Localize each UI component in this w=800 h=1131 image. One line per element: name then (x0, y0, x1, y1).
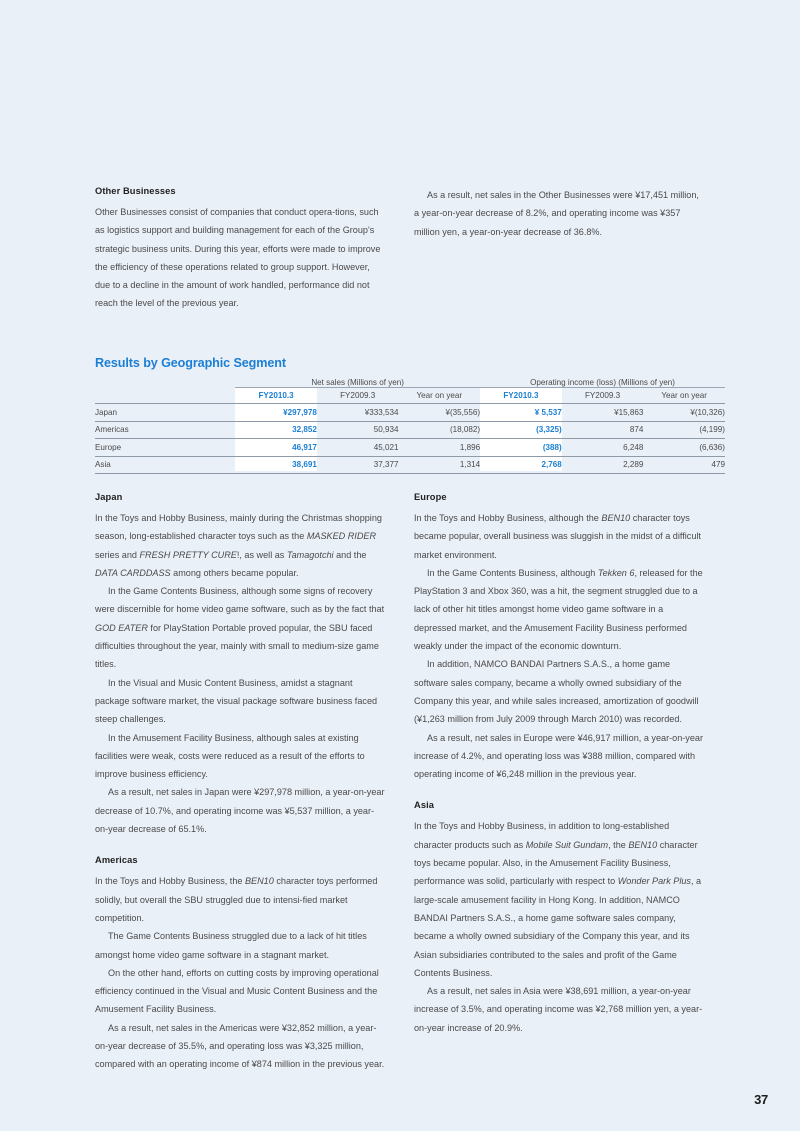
title-italic: BEN10 (628, 839, 658, 850)
paragraph: In the Game Contents Business, although Tekken 6, released for the PlayStation 3 and Xbox 360, was a hit, the segment struggled due to a lack of other hit titles amongst home video game software in a depressed market, and the Amusement Facility Business performed weakly under the impact of the economic downturn. (414, 567, 703, 652)
results-by-geographic-segment-title: Results by Geographic Segment (95, 356, 286, 370)
table-cell-opincome-fy2010: (388) (480, 439, 562, 457)
commentary-left-column (95, 492, 386, 1074)
asia-paragraphs (414, 817, 705, 1037)
paragraph: As a result, net sales in Japan were ¥297,978 million, a year-on-year decrease of 10.7%, and operating income was ¥5,537 million, a year-on-year decrease of 65.1%. (95, 787, 385, 835)
group-header-net-sales: Net sales (Millions of yen) (235, 374, 480, 388)
title-italic: MASKED RIDER (306, 531, 377, 542)
title-italic: BEN10 (601, 513, 631, 523)
table-cell-netsales-fy2010: 38,691 (235, 456, 317, 474)
table-cell-netsales-fy2010: ¥297,978 (235, 404, 317, 422)
table-cell-netsales-yoy: ¥(35,556) (398, 404, 480, 422)
table-cell-netsales-fy2009: 45,021 (317, 439, 399, 457)
asia-heading: Asia (414, 800, 435, 811)
americas-paragraphs (95, 872, 386, 1073)
paragraph: In the Visual and Music Content Business, amidst a stagnant package software market, the visual package software business faced steep challenges. (95, 677, 378, 725)
table-cell-opincome-fy2009: 6,248 (562, 439, 644, 457)
title-italic: FRESH PRETTY CURE (139, 549, 237, 560)
title-italic: Tekken 6 (597, 567, 635, 578)
table-cell-opincome-fy2010: ¥ 5,537 (480, 404, 562, 422)
table-cell-netsales-yoy: 1,314 (398, 456, 480, 474)
paragraph: On the other hand, efforts on cutting costs by improving operational efficiency continued in the Visual and Music Content Business and the Amusement Facility Business. (95, 967, 379, 1015)
commentary-right-column (414, 492, 705, 1074)
column-header-netsales-fy2010: FY2010.3 (258, 391, 294, 400)
title-italic: GOD EATER (95, 622, 148, 633)
table-cell-netsales-fy2010: 32,852 (235, 421, 317, 439)
europe-paragraphs (414, 509, 705, 783)
intro-right-column (414, 186, 705, 313)
paragraph: As a result, net sales in the Americas were ¥32,852 million, a year-on-year decrease of 35.5%, and operating loss was ¥3,325 million, compared with an operating income of ¥874 million in the previous year. (95, 1022, 385, 1070)
table-cell-opincome-yoy: 479 (643, 456, 725, 474)
table-cell-opincome-fy2009: 874 (562, 421, 644, 439)
table-cell-region: Japan (95, 404, 235, 422)
japan-paragraphs (95, 509, 386, 838)
column-header-row (95, 388, 725, 404)
japan-block (95, 492, 386, 838)
geographic-commentary (95, 492, 705, 1074)
paragraph: The Game Contents Business struggled due to a lack of hit titles amongst home video game software in a stagnant market. (95, 931, 367, 960)
column-header-region (95, 388, 235, 404)
paragraph: In addition, NAMCO BANDAI Partners S.A.S., a home game software sales company, became a wholly owned subsidiary of the Company this year, and while sales increased, amortization of goodwill (¥1,263 million from July 2009 through March 2010) was recorded. (414, 659, 699, 725)
asia-block (414, 800, 705, 1037)
intro-left-column (95, 186, 386, 313)
table-cell-region: Europe (95, 439, 235, 457)
title-italic: Mobile Suit Gundam (525, 839, 609, 850)
table-head (95, 374, 725, 404)
paragraph: In the Toys and Hobby Business, mainly during the Christmas shopping season, long-established character toys such as the MASKED RIDER series and FRESH PRETTY CURE!, as well as Tamagotchi and the DATA CARDDASS among others became popular. (95, 513, 382, 578)
paragraph: In the Amusement Facility Business, although sales at existing facilities were weak, costs were reduced as a result of the efforts to improve business efficiency. (95, 732, 365, 780)
paragraph: In the Toys and Hobby Business, in addition to long-established character products such as Mobile Suit Gundam, the BEN10 character toys became popular. Also, in the Amusement Facility Business, performance was solid, particularly with respect to Wonder Park Plus, a large-scale amusement facility in Hong Kong. In addition, NAMCO BANDAI Partners S.A.S., a home game software sales company, became a wholly owned subsidiary of the Company this year, and its Asian subsidiaries contributed to the sales and profit of the Game Contents Business. (414, 821, 702, 978)
table-row (95, 404, 725, 422)
other-businesses-left-paragraph: Other Businesses consist of companies that conduct opera-tions, such as logistics support and building management for each of the Group's strategic business units. During this year, efforts were made to improve the efficiency of these operations related to group support. However, due to a decline in the amount of work handled, performance did not reach the level of the previous year. (95, 207, 381, 309)
table-cell-opincome-fy2009: 2,289 (562, 456, 644, 474)
table-cell-opincome-yoy: (4,199) (643, 421, 725, 439)
column-header-opincome-fy2010: FY2010.3 (503, 391, 539, 400)
group-header-row (95, 374, 725, 388)
other-businesses-right-paragraph: As a result, net sales in the Other Businesses were ¥17,451 million, a year-on-year decrease of 8.2%, and operating income was ¥357 million yen, a year-on-year decrease of 36.8%. (414, 190, 699, 237)
table-cell-opincome-yoy: ¥(10,326) (643, 404, 725, 422)
title-italic: DATA CARDDASS (95, 567, 171, 578)
table-cell-netsales-yoy: (18,082) (398, 421, 480, 439)
geographic-segment-table (95, 374, 725, 474)
table-row (95, 439, 725, 457)
americas-heading: Americas (95, 855, 138, 866)
europe-heading: Europe (414, 492, 447, 502)
table-row (95, 456, 725, 474)
group-header-operating-income: Operating income (loss) (Millions of yen) (480, 374, 725, 388)
table-cell-region: Americas (95, 421, 235, 439)
other-businesses-heading: Other Businesses (95, 186, 176, 196)
table-cell-netsales-yoy: 1,896 (398, 439, 480, 457)
title-italic: Tamagotchi (286, 549, 334, 560)
geographic-segment-table-wrapper (95, 374, 725, 474)
table-cell-netsales-fy2009: 50,934 (317, 421, 399, 439)
paragraph: As a result, net sales in Europe were ¥46,917 million, a year-on-year increase of 4.2%, and operating loss was ¥388 million, compared with operating income of ¥6,248 million in the previous year. (414, 732, 703, 780)
table-cell-netsales-fy2010: 46,917 (235, 439, 317, 457)
paragraph: In the Game Contents Business, although some signs of recovery were discernible for home video game software, such as by the fact that GOD EATER for PlayStation Portable proved popular, the SBU faced difficulties throughout the year, mainly with small to medium-size game titles. (95, 586, 385, 670)
column-header-netsales-fy2009: FY2009.3 (340, 391, 376, 400)
title-italic: BEN10 (244, 876, 274, 887)
other-businesses-section (95, 186, 705, 313)
table-cell-netsales-fy2009: ¥333,534 (317, 404, 399, 422)
europe-block (414, 492, 705, 783)
column-header-opincome-fy2009: FY2009.3 (584, 391, 621, 400)
table-cell-opincome-yoy: (6,636) (643, 439, 725, 457)
table-cell-netsales-fy2009: 37,377 (317, 456, 399, 474)
column-header-netsales-yoy: Year on year (416, 391, 463, 400)
paragraph: In the Toys and Hobby Business, although the BEN10 character toys became popular, overall business was sluggish in the midst of a difficult market environment. (414, 513, 701, 560)
japan-heading: Japan (95, 492, 123, 502)
table-cell-region: Asia (95, 456, 235, 474)
paragraph: As a result, net sales in Asia were ¥38,691 million, a year-on-year increase of 3.5%, and operating income was ¥2,768 million yen, a year-on-year increase of 20.9%. (414, 986, 703, 1033)
americas-block (95, 855, 386, 1073)
paragraph: In the Toys and Hobby Business, the BEN10 character toys performed solidly, but overall the SBU struggled due to intensi-fied market competition. (95, 876, 378, 923)
table-cell-opincome-fy2010: (3,325) (480, 421, 562, 439)
page-number: 37 (754, 1092, 768, 1107)
table-cell-opincome-fy2009: ¥15,863 (562, 404, 644, 422)
title-italic: Wonder Park Plus (617, 876, 691, 887)
table-row (95, 421, 725, 439)
table-cell-opincome-fy2010: 2,768 (480, 456, 562, 474)
column-header-opincome-yoy: Year on year (661, 391, 707, 400)
group-header-spacer (95, 374, 235, 388)
table-body (95, 404, 725, 474)
